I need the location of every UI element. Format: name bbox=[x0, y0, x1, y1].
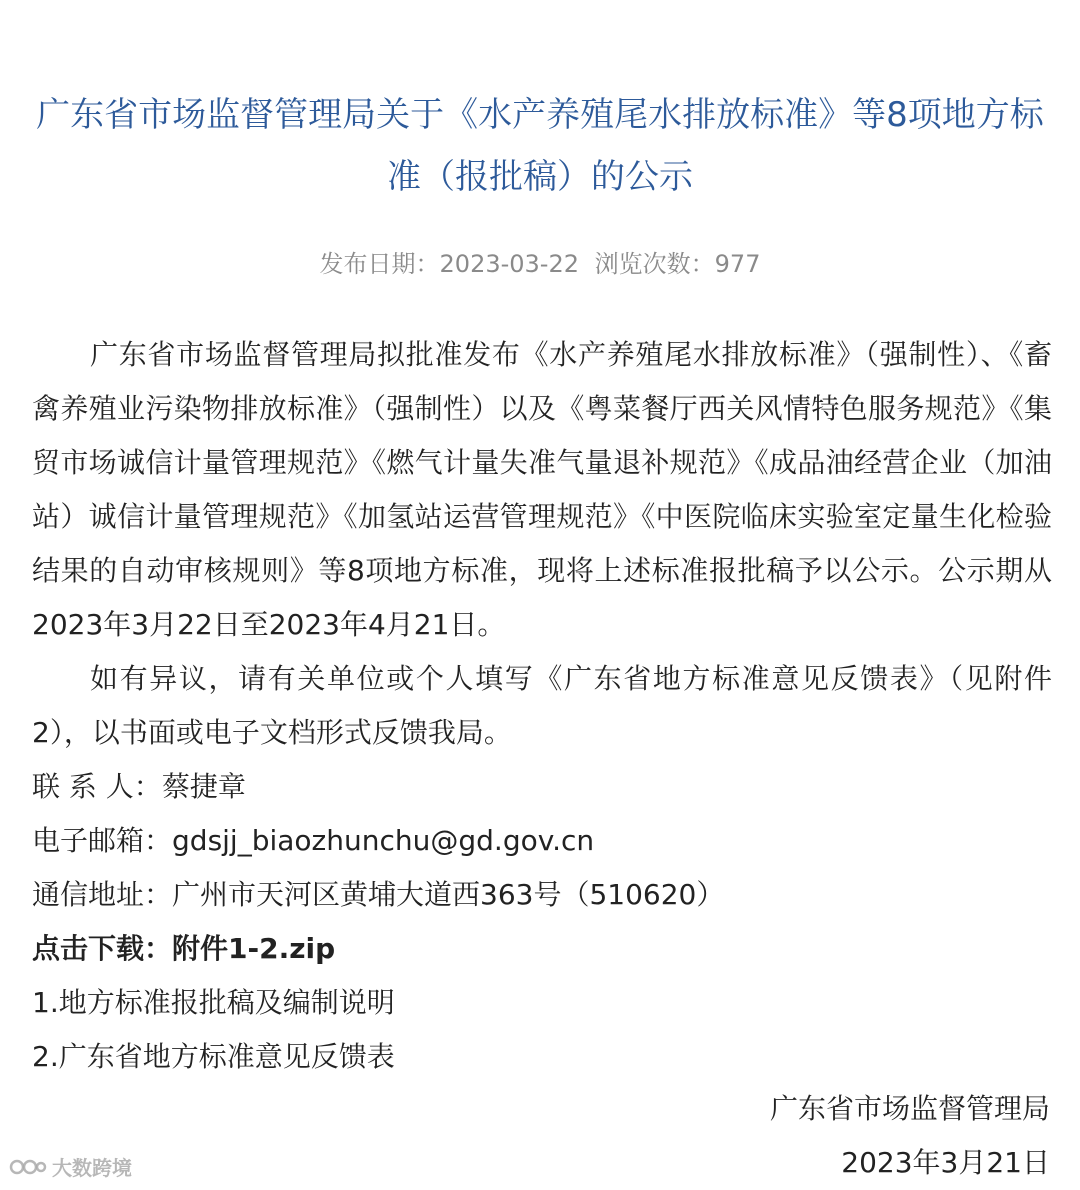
article-meta bbox=[0, 246, 1080, 282]
contact-label: 联 系 人： bbox=[32, 770, 162, 803]
download-line bbox=[32, 922, 1052, 976]
view-count-label: 浏览次数： bbox=[594, 250, 715, 278]
email-line bbox=[32, 814, 1052, 868]
signature-date: 2023年3月21日 bbox=[841, 1146, 1050, 1179]
view-count-value: 977 bbox=[714, 250, 761, 278]
watermark bbox=[8, 1152, 132, 1181]
announcement-paragraph: 广东省市场监督管理局拟批准发布《水产养殖尾水排放标准》（强制性）、《畜禽养殖业污染物排放标准》（强制性）以及《粤菜餐厅西关风情特色服务规范》《集贸市场诚信计量管理规范》《燃气计量失准气量退补规范》《成品油经营企业（加油站）诚信计量管理规范》《加氢站运营管理规范》《中医院临床实验室定量生化检验结果的自动审核规则》等8项地方标准，现将上述标准报批稿予以公示。公示期从2023年3月22日至2023年4月21日。 bbox=[32, 338, 1052, 641]
watermark-text: 大数跨境 bbox=[52, 1156, 132, 1180]
contact-name: 蔡捷章 bbox=[161, 770, 246, 803]
contact-line bbox=[32, 760, 1052, 814]
publish-date-value: 2023-03-22 bbox=[439, 250, 580, 278]
email-label: 电子邮箱： bbox=[32, 824, 173, 857]
attachment-download-link[interactable]: 附件1-2.zip bbox=[172, 932, 336, 965]
view-count-text bbox=[595, 250, 761, 278]
address-label: 通信地址： bbox=[32, 878, 173, 911]
email-address: gdsjj_biaozhunchu@gd.gov.cn bbox=[172, 824, 595, 857]
watermark-logo-icon bbox=[8, 1154, 48, 1180]
article-title: 广东省市场监督管理局关于《水产养殖尾水排放标准》等8项地方标准（报批稿）的公示 bbox=[36, 95, 1044, 197]
attachment-item: 1.地方标准报批稿及编制说明 bbox=[32, 986, 395, 1019]
download-label: 点击下载： bbox=[32, 932, 173, 965]
address-value: 广州市天河区黄埔大道西363号（510620） bbox=[172, 878, 725, 911]
article-body bbox=[32, 328, 1052, 1084]
address-line bbox=[32, 868, 1052, 922]
signature-block bbox=[770, 1082, 1050, 1190]
publish-date-text bbox=[320, 250, 579, 278]
publish-date-label: 发布日期： bbox=[319, 250, 440, 278]
attachment-item: 2.广东省地方标准意见反馈表 bbox=[32, 1040, 395, 1073]
objection-paragraph: 如有异议，请有关单位或个人填写《广东省地方标准意见反馈表》（见附件2），以书面或电子文档形式反馈我局。 bbox=[32, 662, 1052, 749]
signature-org: 广东省市场监督管理局 bbox=[769, 1092, 1050, 1125]
